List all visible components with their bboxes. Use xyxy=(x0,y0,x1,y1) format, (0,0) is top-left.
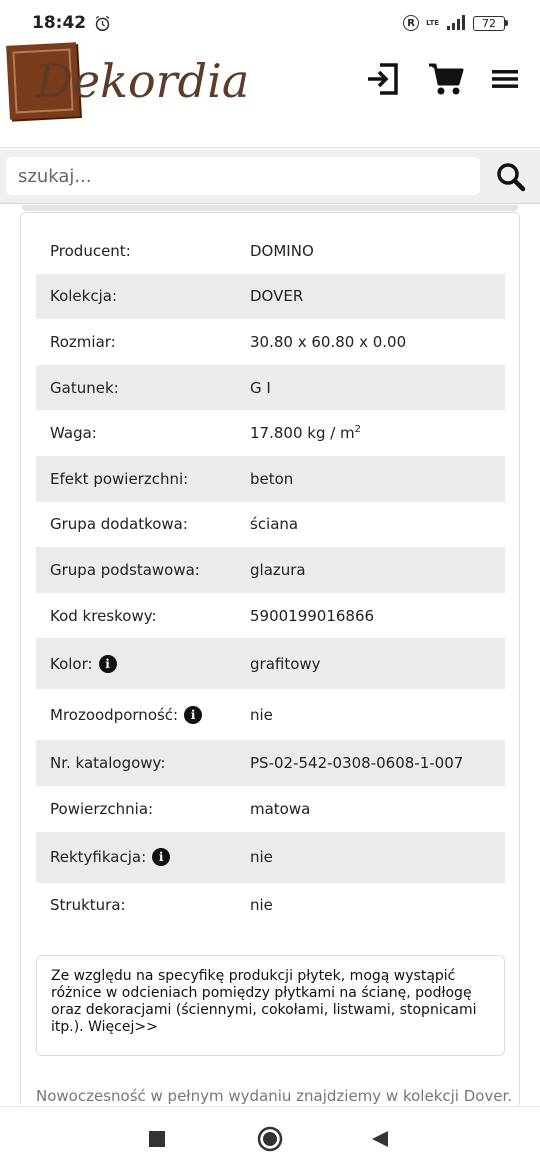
spec-value xyxy=(236,800,505,818)
spec-label-text: Rozmiar: xyxy=(50,332,116,351)
spec-row xyxy=(36,786,505,832)
spec-row xyxy=(36,547,505,593)
spec-label xyxy=(36,242,236,260)
notice-more-link[interactable]: Więcej>> xyxy=(88,1019,158,1035)
home-icon[interactable] xyxy=(257,1126,283,1152)
specs-table xyxy=(36,228,505,928)
spec-value-text: ściana xyxy=(250,515,299,534)
spec-value-text: DOVER xyxy=(250,287,304,306)
login-icon[interactable] xyxy=(366,62,400,96)
info-icon[interactable]: i xyxy=(99,655,117,673)
signal-icon xyxy=(446,15,466,31)
search-input[interactable] xyxy=(6,157,480,195)
spec-value-text: matowa xyxy=(250,799,311,818)
spec-label xyxy=(36,287,236,305)
spec-label-text: Waga: xyxy=(50,424,97,443)
spec-value-text: 5900199016866 xyxy=(250,606,375,625)
product-details xyxy=(0,205,540,1105)
spec-label xyxy=(36,561,236,579)
recents-icon[interactable] xyxy=(149,1131,165,1147)
spec-label-text: Kod kreskowy: xyxy=(50,606,157,625)
search-icon[interactable] xyxy=(496,162,526,192)
cart-icon[interactable] xyxy=(428,62,464,96)
spec-value xyxy=(236,706,505,724)
spec-label-text: Gatunek: xyxy=(50,378,119,397)
info-icon[interactable]: i xyxy=(184,706,202,724)
spec-label-text: Grupa podstawowa: xyxy=(50,560,200,579)
info-icon[interactable]: i xyxy=(152,848,170,866)
spec-label-text: Powierzchnia: xyxy=(50,799,154,818)
spec-row xyxy=(36,365,505,411)
spec-label-text: Kolor: xyxy=(50,654,93,673)
status-indicators xyxy=(403,15,508,31)
battery-indicator xyxy=(473,16,508,31)
spec-value xyxy=(236,333,505,351)
panel-top-strip xyxy=(22,205,518,211)
spec-label xyxy=(36,379,236,397)
spec-value xyxy=(236,561,505,579)
alarm-icon xyxy=(94,15,111,32)
spec-value xyxy=(236,607,505,625)
spec-value-text: PS-02-542-0308-0608-1-007 xyxy=(250,754,464,773)
spec-value-superscript: 2 xyxy=(354,424,362,436)
spec-row xyxy=(36,410,505,456)
spec-row xyxy=(36,502,505,548)
spec-label xyxy=(36,333,236,351)
spec-label xyxy=(36,754,236,772)
spec-label-text: Kolekcja: xyxy=(50,287,118,306)
spec-value xyxy=(236,655,505,673)
spec-value xyxy=(236,242,505,260)
spec-label xyxy=(36,515,236,533)
spec-label xyxy=(36,896,236,914)
spec-label xyxy=(36,800,236,818)
spec-row xyxy=(36,689,505,740)
network-type: LTE xyxy=(426,18,439,27)
spec-value-text: nie xyxy=(250,896,273,915)
system-nav-bar xyxy=(0,1106,540,1170)
spec-row xyxy=(36,883,505,929)
header-actions xyxy=(366,62,518,96)
spec-value-text: DOMINO xyxy=(250,241,314,260)
spec-value xyxy=(236,379,505,397)
logo-text: Dekordia xyxy=(36,54,250,108)
spec-value xyxy=(236,470,505,488)
spec-value xyxy=(236,754,505,772)
spec-value-text: nie xyxy=(250,848,273,867)
dekordia-logo[interactable] xyxy=(8,44,250,124)
notice-text: Ze względu na specyfikę produkcji płytek, mogą wystąpić różnice w odcieniach pomiędzy płytkami na ścianę, podłogę oraz dekoracjami (ściennymi, cokołami, listwami, stopnicami itp.). xyxy=(51,968,477,1035)
spec-value-text: beton xyxy=(250,469,294,488)
spec-value xyxy=(236,424,505,442)
product-description: Nowoczesność w pełnym wydaniu znajdziemy w kolekcji Dover. xyxy=(36,1087,513,1105)
spec-value xyxy=(236,287,505,305)
site-header xyxy=(0,40,540,148)
spec-row xyxy=(36,832,505,883)
spec-row xyxy=(36,228,505,274)
spec-value xyxy=(236,896,505,914)
spec-value-text: 30.80 x 60.80 x 0.00 xyxy=(250,332,407,351)
spec-row xyxy=(36,274,505,320)
spec-value-text: 17.800 kg / m xyxy=(250,424,355,443)
spec-value-text: grafitowy xyxy=(250,654,321,673)
spec-label-text: Nr. katalogowy: xyxy=(50,754,166,773)
spec-row xyxy=(36,740,505,786)
spec-value xyxy=(236,848,505,866)
spec-row xyxy=(36,638,505,689)
battery-tip xyxy=(505,20,508,26)
spec-label xyxy=(36,848,236,866)
spec-label-text: Efekt powierzchni: xyxy=(50,469,189,488)
spec-label xyxy=(36,424,236,442)
spec-row xyxy=(36,593,505,639)
spec-row xyxy=(36,456,505,502)
spec-value xyxy=(236,515,505,533)
spec-value-text: G I xyxy=(250,378,271,397)
spec-label xyxy=(36,706,236,724)
spec-label xyxy=(36,470,236,488)
spec-row xyxy=(36,319,505,365)
registered-icon: R xyxy=(403,15,419,31)
spec-label-text: Mrozoodporność: xyxy=(50,705,179,724)
menu-icon[interactable] xyxy=(492,68,518,90)
spec-value-text: glazura xyxy=(250,560,306,579)
spec-label-text: Struktura: xyxy=(50,896,126,915)
spec-label xyxy=(36,607,236,625)
search-bar xyxy=(0,150,540,204)
status-time: 18:42 xyxy=(32,13,87,33)
spec-label xyxy=(36,655,236,673)
spec-label-text: Producent: xyxy=(50,241,131,260)
battery-level: 72 xyxy=(473,16,505,31)
back-icon[interactable] xyxy=(371,1130,389,1148)
spec-value-text: nie xyxy=(250,705,273,724)
spec-label-text: Grupa dodatkowa: xyxy=(50,515,188,534)
color-notice xyxy=(36,955,505,1056)
spec-label-text: Rektyfikacja: xyxy=(50,848,147,867)
